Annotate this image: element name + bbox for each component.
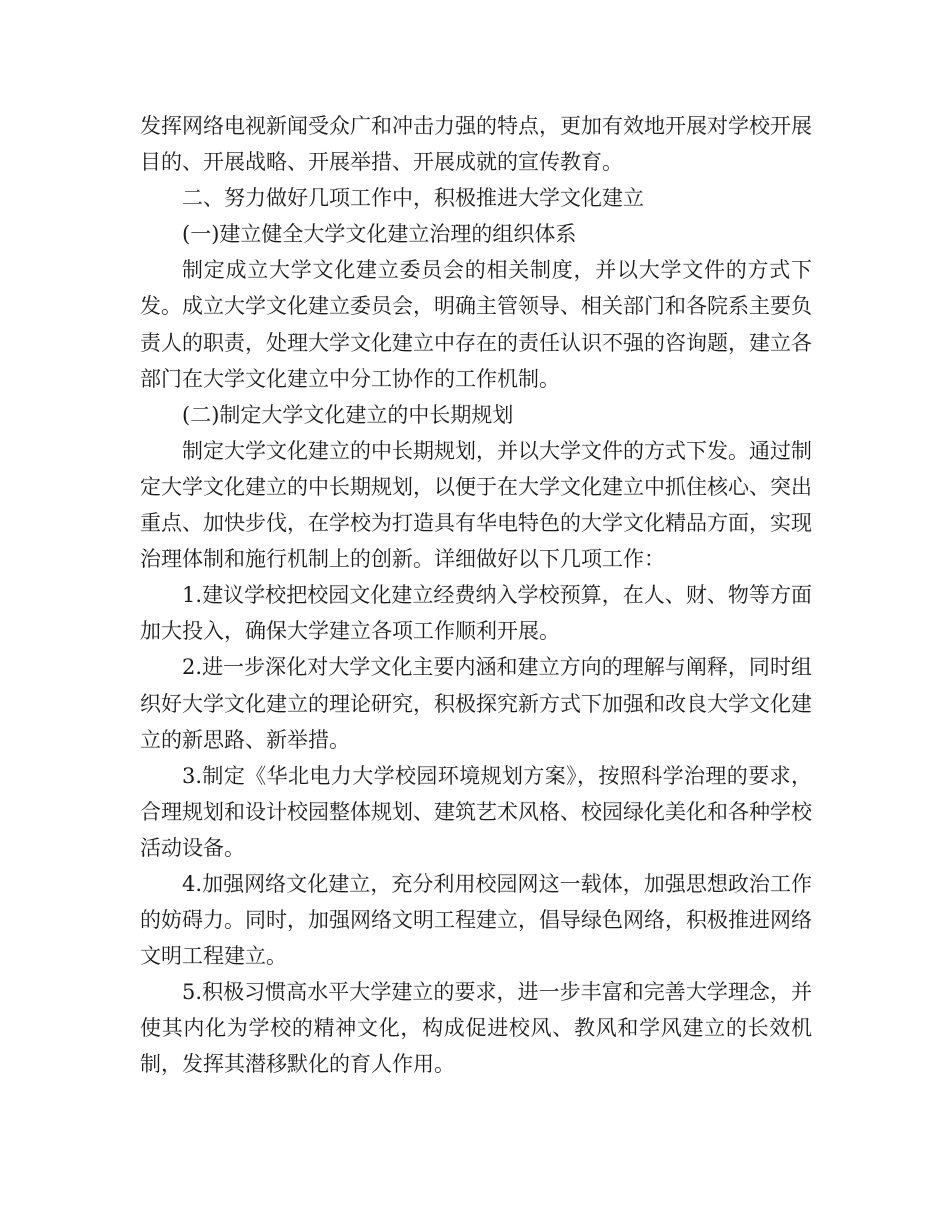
section-heading: 二、努力做好几项工作中，积极推进大学文化建立 [182, 186, 644, 211]
list-item: 5.积极习惯高水平大学建立的要求，进一步丰富和完善大学理念，并使其内化为学校的精神文化，构成促进校风、教风和学风建立的长效机制，发挥其潜移默化的育人作用。 [140, 980, 812, 1077]
paragraph-continuation: 发挥网络电视新闻受众广和冲击力强的特点，更加有效地开展对学校开展目的、开展战略、开展举措、开展成就的宣传教育。 [140, 114, 812, 175]
paragraph: 制定大学文化建立的中长期规划，并以大学文件的方式下发。通过制定大学文化建立的中长期规划，以便于在大学文化建立中抓住核心、突出重点、加快步伐，在学校为打造具有华电特色的大学文化精品方面，实现治理体制和施行机制上的创新。详细做好以下几项工作： [140, 438, 812, 572]
document-body [140, 108, 812, 1083]
list-item: 1.建议学校把校园文化建立经费纳入学校预算，在人、财、物等方面加大投入，确保大学建立各项工作顺利开展。 [140, 583, 812, 644]
subsection-heading: (二)制定大学文化建立的中长期规划 [182, 402, 514, 427]
list-item: 4.加强网络文化建立，充分利用校园网这一载体，加强思想政治工作的妨碍力。同时，加强网络文明工程建立，倡导绿色网络，积极推进网络文明工程建立。 [140, 871, 812, 969]
subsection-heading: (一)建立健全大学文化建立治理的组织体系 [182, 222, 577, 247]
list-item: 3.制定《华北电力大学校园环境规划方案》，按照科学治理的要求，合理规划和设计校园整体规划、建筑艺术风格、校园绿化美化和各种学校活动设备。 [140, 763, 812, 860]
paragraph: 制定成立大学文化建立委员会的相关制度，并以大学文件的方式下发。成立大学文化建立委员会，明确主管领导、相关部门和各院系主要负责人的职责，处理大学文化建立中存在的责任认识不强的咨询题，建立各部门在大学文化建立中分工协作的工作机制。 [140, 258, 812, 391]
list-item: 2.进一步深化对大学文化主要内涵和建立方向的理解与阐释，同时组织好大学文化建立的理论研究，积极探究新方式下加强和改良大学文化建立的新思路、新举措。 [140, 655, 812, 752]
